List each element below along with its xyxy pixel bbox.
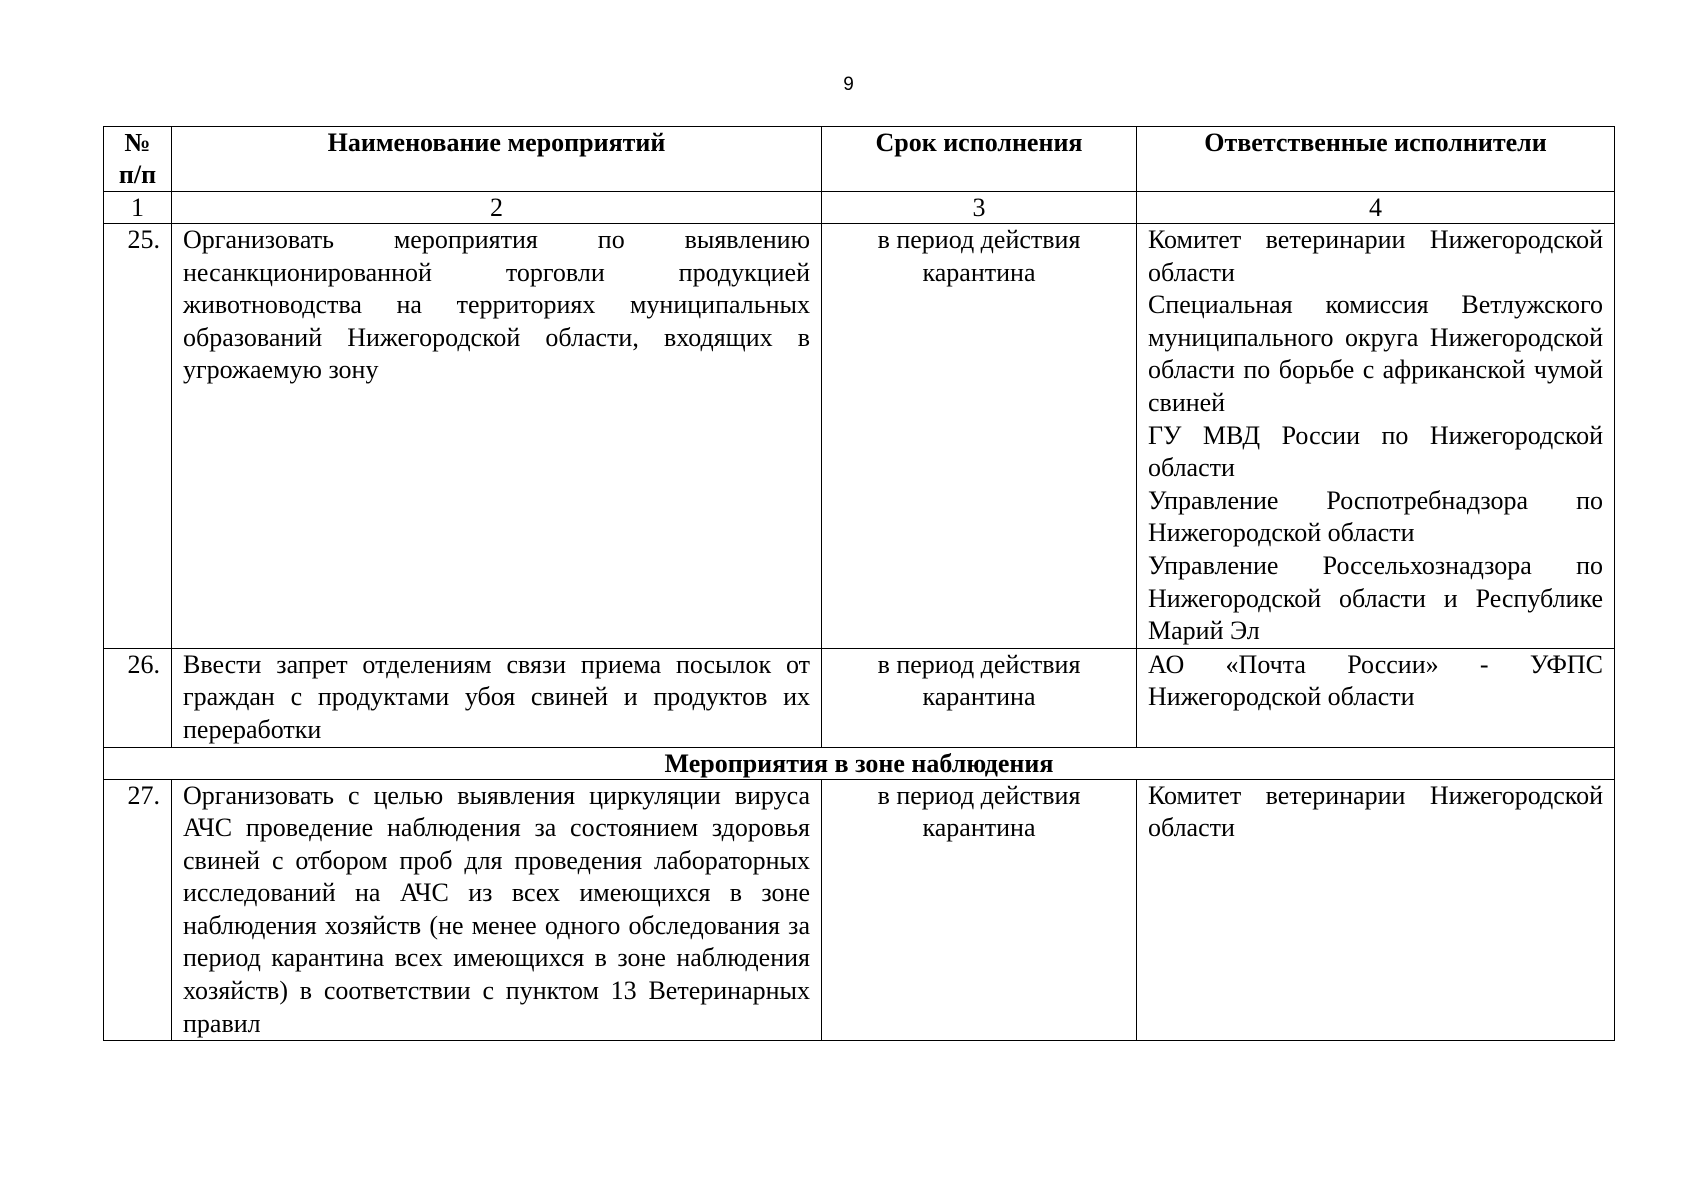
row-number: 27. <box>104 779 172 1041</box>
column-number-4: 4 <box>1137 192 1615 224</box>
row-responsible <box>1137 224 1615 649</box>
header-name: Наименование мероприятий <box>172 127 822 192</box>
measures-table <box>103 126 1615 1041</box>
row-responsible <box>1137 779 1615 1041</box>
section-heading-row <box>104 747 1615 779</box>
section-title: Мероприятия в зоне наблюдения <box>104 747 1615 779</box>
column-number-3: 3 <box>822 192 1137 224</box>
responsible-entry: АО «Почта России» - УФПС Нижегородской области <box>1148 649 1603 712</box>
header-responsible: Ответственные исполнители <box>1137 127 1615 192</box>
responsible-entry: Комитет ветеринарии Нижегородской области <box>1148 780 1603 843</box>
responsible-entry: Управление Россельхознадзора по Нижегородской области и Республике Марий Эл <box>1148 550 1603 646</box>
responsible-entry: Специальная комиссия Ветлужского муниципального округа Нижегородской области по борьбе с африканской чумой свиней <box>1148 290 1603 417</box>
table-row <box>104 779 1615 1041</box>
header-term: Срок исполнения <box>822 127 1137 192</box>
column-numbering-row <box>104 192 1615 224</box>
row-number: 25. <box>104 224 172 649</box>
table-header-row <box>104 127 1615 192</box>
column-number-2: 2 <box>172 192 822 224</box>
table-row <box>104 648 1615 747</box>
row-term: в период действия карантина <box>822 224 1137 649</box>
table-row <box>104 224 1615 649</box>
row-term: в период действия карантина <box>822 779 1137 1041</box>
row-number: 26. <box>104 648 172 747</box>
column-number-1: 1 <box>104 192 172 224</box>
responsible-entry: ГУ МВД России по Нижегородской области <box>1148 420 1603 483</box>
page-number: 9 <box>843 74 854 95</box>
row-measure-name: Ввести запрет отделениям связи приема посылок от граждан с продуктами убоя свиней и продуктов их переработки <box>172 648 822 747</box>
header-number: № п/п <box>104 127 172 192</box>
responsible-entry: Управление Роспотребнадзора по Нижегородской области <box>1148 485 1603 548</box>
responsible-entry: Комитет ветеринарии Нижегородской области <box>1148 225 1603 287</box>
row-responsible <box>1137 648 1615 747</box>
row-term: в период действия карантина <box>822 648 1137 747</box>
row-measure-name: Организовать с целью выявления циркуляции вируса АЧС проведение наблюдения за состоянием здоровья свиней с отбором проб для проведения лабораторных исследований на АЧС из всех имеющихся в зоне наблюдения хозяйств (не менее одного обследования за период карантина всех имеющихся в зоне наблюдения хозяйств) в соответствии с пунктом 13 Ветеринарных правил <box>172 779 822 1041</box>
row-measure-name: Организовать мероприятия по выявлению несанкционированной торговли продукцией животноводства на территориях муниципальных образований Нижегородской области, входящих в угрожаемую зону <box>172 224 822 649</box>
